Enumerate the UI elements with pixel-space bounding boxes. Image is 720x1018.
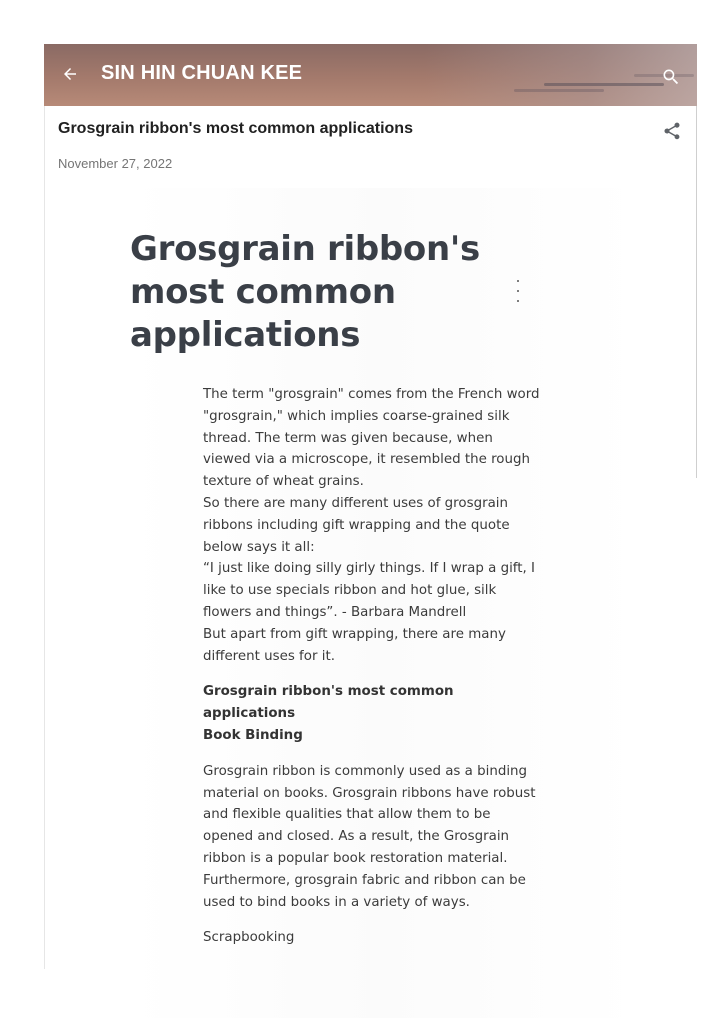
paragraph: But apart from gift wrapping, there are many different uses for it. — [203, 626, 506, 664]
more-vertical-icon[interactable] — [512, 280, 524, 302]
share-icon — [662, 121, 682, 141]
quote-paragraph: “I just like doing silly girly things. If I wrap a gift, I like to use specials ribbon and hot glue, silk flowers and things”. - Barbara Mandrell — [203, 561, 535, 620]
arrow-left-icon — [61, 65, 79, 83]
subheading: Grosgrain ribbon's most common applications — [203, 684, 454, 722]
post-title[interactable]: Grosgrain ribbon's most common applications — [58, 120, 413, 137]
paragraph: So there are many different uses of grosgrain ribbons including gift wrapping and the quote below says it all: — [203, 495, 510, 555]
paragraph: Grosgrain ribbon is commonly used as a binding material on books. Grosgrain ribbons have robust and flexible qualities that allow them to be opened and closed. As a result, the Grosgrain ribbon is a popular book restoration material. Furthermore, grosgrain fabric and ribbon can be used to bind books in a variety of ways. — [203, 763, 536, 910]
section-heading: Book Binding — [203, 727, 303, 743]
document-body — [203, 384, 543, 913]
section-heading-scrapbooking: Scrapbooking — [203, 930, 295, 945]
post-date: November 27, 2022 — [58, 156, 173, 171]
scrollbar-track[interactable] — [696, 106, 697, 478]
paragraph: The term "grosgrain" comes from the French word "grosgrain," which implies coarse-grained silk thread. The term was given because, when viewed via a microscope, it resembled the rough texture of wheat grains. — [203, 387, 540, 490]
document-title: Grosgrain ribbon's most common applications — [130, 229, 480, 355]
back-button[interactable] — [56, 62, 84, 86]
search-icon — [661, 67, 681, 87]
share-button[interactable] — [659, 118, 685, 144]
search-button[interactable] — [658, 64, 684, 90]
header-cloud — [514, 89, 604, 92]
site-title[interactable]: SIN HIN CHUAN KEE — [101, 62, 303, 84]
header-cloud — [544, 83, 664, 86]
